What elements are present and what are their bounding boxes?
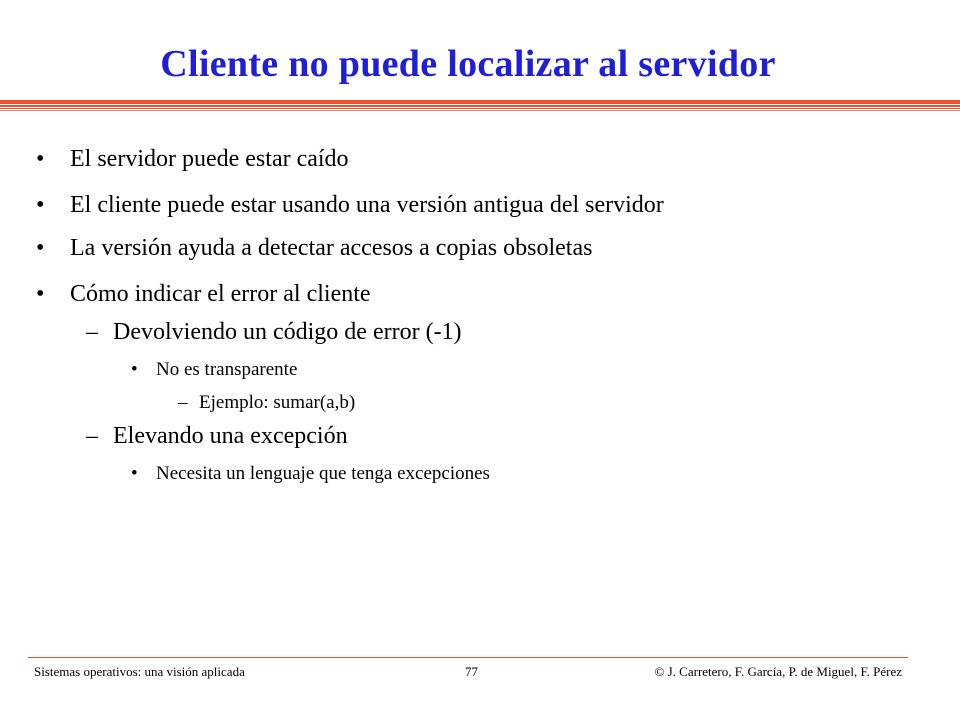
bullet-text: El cliente puede estar usando una versión antigua del servidor (70, 192, 664, 218)
footer-divider (28, 657, 908, 658)
title-underline-stripe (0, 110, 960, 111)
title-underline-stripe (0, 100, 960, 104)
bullet-marker: • (131, 463, 138, 484)
bullet-text: La versión ayuda a detectar accesos a copias obsoletas (70, 235, 593, 261)
footer-authors: © J. Carretero, F. García, P. de Miguel, F. Pérez (654, 664, 902, 679)
title-underline (0, 100, 960, 112)
sub-sub-sub-bullet-text: Ejemplo: sumar(a,b) (199, 392, 356, 413)
slide-title: Cliente no puede localizar al servidor (160, 43, 776, 85)
bullet-marker: • (36, 281, 45, 307)
dash-marker: – (178, 392, 188, 413)
dash-marker: – (86, 423, 98, 449)
bullet-text: Cómo indicar el error al cliente (70, 281, 371, 307)
sub-sub-bullet-text: Necesita un lenguaje que tenga excepciones (156, 463, 490, 484)
bullet-marker: • (131, 359, 138, 380)
dash-marker: – (86, 319, 98, 345)
bullet-marker: • (36, 146, 45, 172)
title-underline-stripe (0, 108, 960, 109)
bullet-marker: • (36, 235, 45, 261)
bullet-text: El servidor puede estar caído (70, 146, 349, 172)
bullet-marker: • (36, 192, 45, 218)
footer-page-number: 77 (465, 664, 478, 679)
sub-bullet-text: Devolviendo un código de error (-1) (113, 319, 462, 345)
footer-book-title: Sistemas operativos: una visión aplicada (34, 664, 245, 679)
sub-bullet-text: Elevando una excepción (113, 423, 348, 449)
sub-sub-bullet-text: No es transparente (156, 359, 298, 380)
title-underline-stripe (0, 105, 960, 107)
